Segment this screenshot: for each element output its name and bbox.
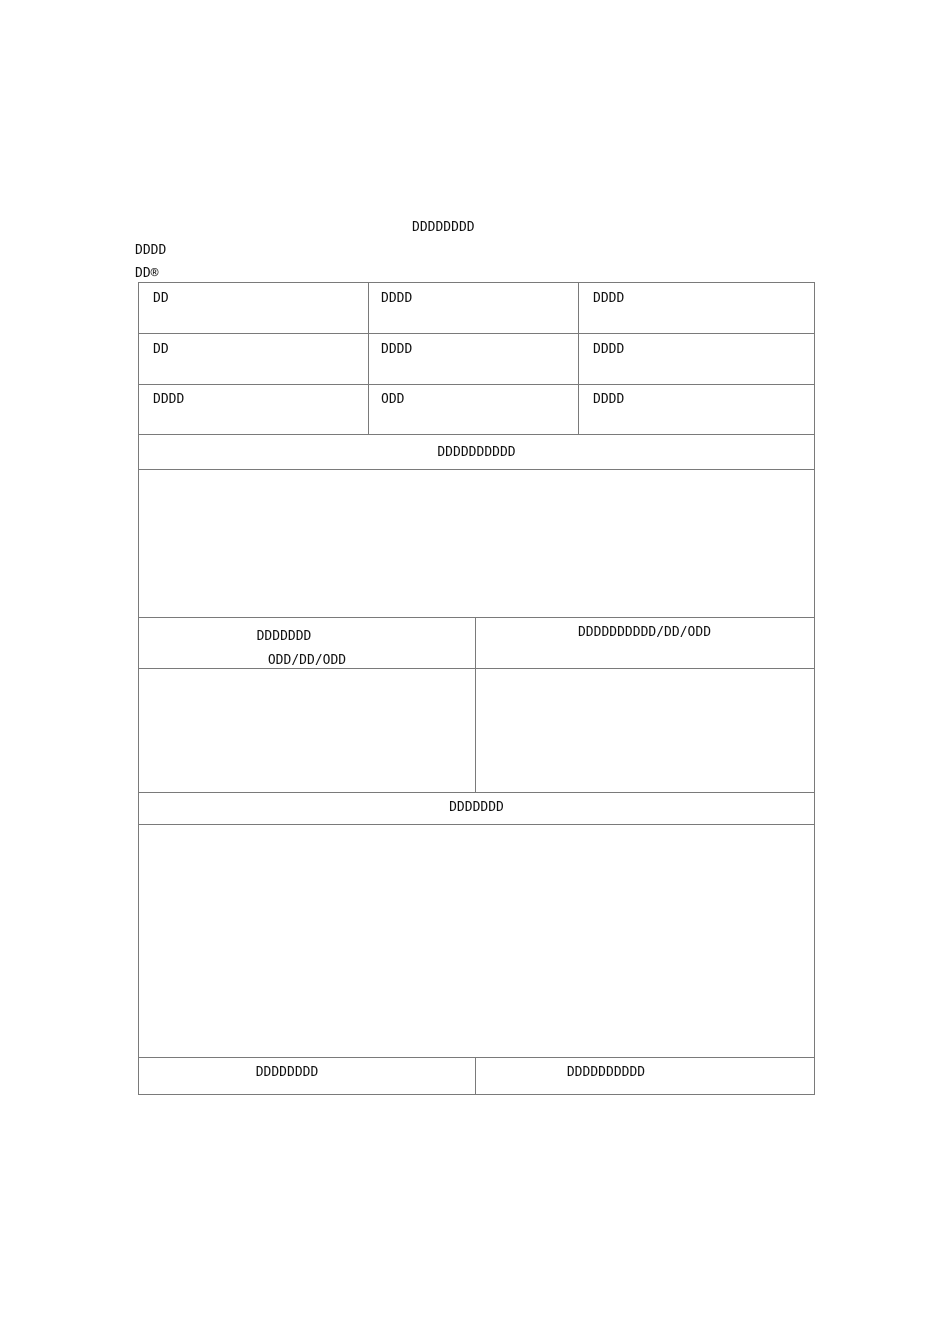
info-cell: DDDD	[593, 342, 625, 357]
row-divider	[139, 617, 814, 618]
info-cell: DD	[153, 291, 169, 306]
column-divider	[578, 283, 579, 434]
row-divider	[139, 384, 814, 385]
info-cell: DDDD	[153, 392, 185, 407]
row-divider	[139, 333, 814, 334]
column-divider	[368, 283, 369, 434]
column-divider	[475, 617, 476, 792]
section-title: DDDDDDD	[449, 800, 504, 815]
section-title: DDDDDDDDDD	[437, 445, 516, 460]
row-divider	[139, 792, 814, 793]
row-divider	[139, 668, 814, 669]
form-table	[138, 282, 815, 1095]
header-line-1: DDDD	[135, 243, 167, 258]
date-label: ODD/DD/ODD	[267, 653, 347, 668]
info-cell: DDDD	[593, 392, 625, 407]
row-divider	[139, 824, 814, 825]
row-divider	[139, 434, 814, 435]
info-cell: ODD	[381, 392, 405, 407]
info-cell: DDDD	[593, 291, 625, 306]
row-divider	[139, 1057, 814, 1058]
info-cell: DDDD	[381, 291, 413, 306]
footer-label: DDDDDDDDDD	[566, 1065, 646, 1080]
row-divider	[139, 469, 814, 470]
header-line-2: DD®	[135, 266, 159, 281]
signature-date-label: DDDDDDDDDD/DD/ODD	[577, 625, 712, 640]
info-cell: DD	[153, 342, 169, 357]
signature-label: DDDDDDD	[256, 629, 312, 644]
form-title: DDDDDDDD	[412, 220, 475, 235]
info-cell: DDDD	[381, 342, 413, 357]
footer-label: DDDDDDDD	[255, 1065, 319, 1080]
